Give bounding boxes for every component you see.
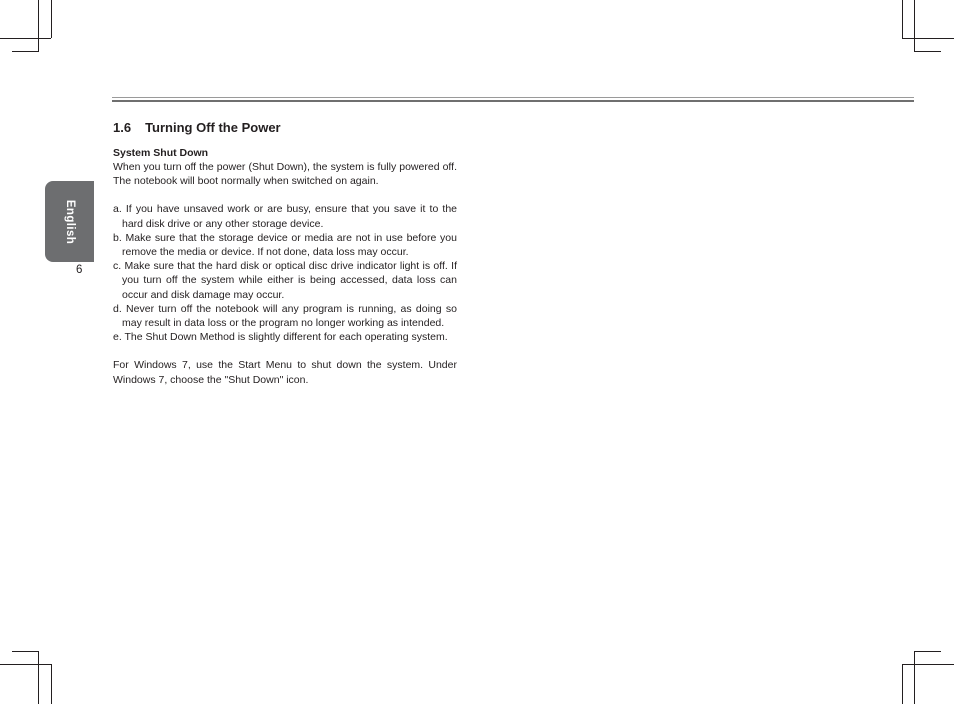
subsection-heading: System Shut Down — [113, 147, 209, 159]
closing-paragraph: For Windows 7, use the Start Menu to shut down the system. Under Windows 7, choose the "Shut Down" icon. — [113, 359, 457, 386]
crop-mark-top-left-vertical — [38, 0, 39, 51]
list-item: c. Make sure that the hard disk or optical disc drive indicator light is off. If you turn off the system while either is being accessed, data loss can occur and disk damage may occur. — [113, 260, 457, 301]
section-heading — [113, 119, 457, 137]
crop-mark-top-right-vertical-inner — [914, 0, 915, 51]
header-rule-thin — [112, 97, 914, 98]
crop-mark-bottom-left-vertical-inner — [51, 664, 52, 704]
shutdown-checklist — [113, 202, 457, 344]
section-title: Turning Off the Power — [145, 120, 281, 135]
list-item: d. Never turn off the notebook will any program is running, as doing so may result in data loss or the program no longer working as intended. — [113, 302, 457, 330]
crop-mark-bottom-right-horizontal-inner — [902, 664, 954, 665]
section-number: 1.6 — [113, 120, 132, 135]
crop-mark-bottom-right-vertical — [914, 651, 915, 704]
spacer — [113, 188, 457, 202]
crop-mark-bottom-right-horizontal — [914, 651, 941, 652]
crop-mark-top-left-horizontal — [0, 38, 51, 39]
list-item: a. If you have unsaved work or are busy, ensure that you save it to the hard disk drive or any other storage device. — [113, 203, 457, 230]
crop-mark-top-right-horizontal-outer — [914, 51, 941, 52]
crop-mark-top-left-horizontal-outer — [12, 51, 39, 52]
crop-mark-bottom-left-horizontal — [12, 651, 39, 652]
crop-mark-bottom-left-vertical — [38, 651, 39, 704]
header-rule-thick — [112, 100, 914, 102]
crop-mark-top-right-horizontal — [902, 38, 954, 39]
crop-mark-top-left-vertical-outer — [51, 0, 52, 38]
crop-mark-top-right-vertical — [902, 0, 903, 38]
list-item: b. Make sure that the storage device or media are not in use before you remove the media or device. If not done, data loss may occur. — [113, 231, 457, 259]
language-tab-label: English — [63, 199, 76, 244]
intro-paragraph: When you turn off the power (Shut Down), the system is fully powered off. The notebook will boot normally when switched on again. — [113, 161, 457, 188]
spacer — [113, 344, 457, 358]
crop-mark-bottom-right-vertical-inner — [902, 664, 903, 704]
crop-mark-bottom-left-horizontal-inner — [0, 664, 51, 665]
main-content — [113, 119, 457, 387]
list-item: e. The Shut Down Method is slightly different for each operating system. — [113, 331, 448, 344]
page-number: 6 — [76, 264, 83, 276]
language-tab — [45, 181, 94, 262]
